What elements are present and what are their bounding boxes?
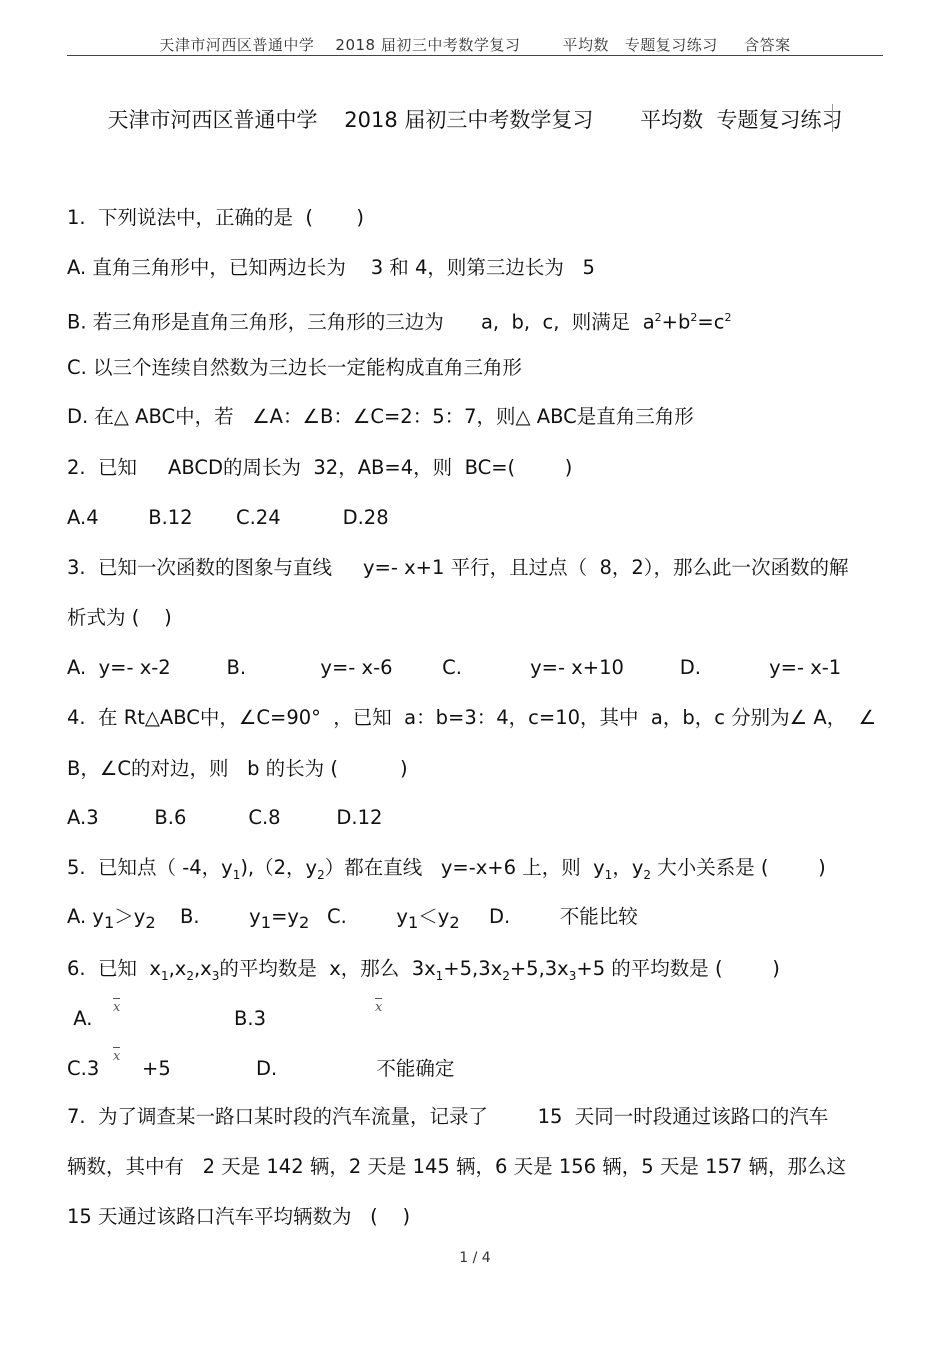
q5-c-sub: 2 bbox=[449, 912, 460, 932]
question-5-option-d: D. 不能比较 bbox=[489, 905, 638, 928]
page-header: 天津市河西区普通中学 2018 届初三中考数学复习 平均数 专题复习练习 含答案 bbox=[159, 36, 791, 54]
q6-text: +5 的平均数是 ( ) bbox=[576, 957, 780, 980]
question-1-option-d: D. 在△ ABC中，若 ∠A：∠B：∠C=2：5：7，则△ ABC是直角三角形 bbox=[67, 405, 694, 428]
question-1-option-c: C. 以三个连续自然数为三边长一定能构成直角三角形 bbox=[67, 356, 523, 379]
q6-sub: 2 bbox=[502, 968, 510, 983]
q6-sub: 2 bbox=[186, 968, 194, 983]
question-3-options: A. y=- x-2 B. y=- x-6 C. y=- x+10 D. y=- x-1 bbox=[67, 656, 842, 679]
q5-a-sub: 2 bbox=[145, 912, 156, 932]
q5-sub: 2 bbox=[643, 867, 651, 882]
title-edge-mark bbox=[832, 104, 833, 132]
question-6-stem bbox=[67, 956, 780, 989]
q5-sub: 1 bbox=[604, 867, 613, 882]
question-6-option-c: C.3 bbox=[67, 1057, 100, 1080]
question-7-stem-line2: 辆数，其中有 2 天是 142 辆，2 天是 145 辆，6 天是 156 辆，5 天是 157 辆，那么这 bbox=[67, 1155, 846, 1178]
q1-b-sup: 2 bbox=[724, 311, 732, 324]
question-2-options: A.4 B.12 C.24 D.28 bbox=[67, 506, 389, 529]
q5-sub: 1 bbox=[232, 867, 241, 882]
header-divider bbox=[67, 55, 883, 56]
q6-sub: 3 bbox=[568, 968, 577, 983]
question-1-stem: 1. 下列说法中，正确的是 ( ) bbox=[67, 206, 365, 229]
q6-sub: 3 bbox=[211, 968, 220, 983]
q5-sub: 2 bbox=[317, 867, 325, 882]
x-bar-symbol: x bbox=[375, 1000, 383, 1015]
q5-c-text: ＜y bbox=[418, 905, 450, 928]
question-6-option-c-suffix: +5 bbox=[142, 1057, 171, 1080]
q6-sub: 1 bbox=[435, 968, 444, 983]
q6-text: +5,3x bbox=[443, 957, 503, 980]
q1-b-text: +b bbox=[661, 310, 691, 334]
q6-a-label: A. bbox=[67, 1007, 93, 1030]
q6-text: 的平均数是 x，那么 3x bbox=[219, 957, 436, 980]
question-6-option-a bbox=[67, 1006, 92, 1032]
q1-b-sup: 2 bbox=[690, 311, 698, 324]
page-number: 1 / 4 bbox=[459, 1250, 491, 1266]
q5-text: ),（2，y bbox=[240, 856, 318, 879]
x-bar-symbol: x bbox=[113, 1000, 121, 1015]
question-3-stem-line1: 3. 已知一次函数的图象与直线 y=- x+1 平行，且过点（ 8，2），那么此一次函数的解 bbox=[67, 556, 849, 579]
q5-a-text: A. y bbox=[67, 905, 104, 928]
q5-text: 大小关系是 ( ) bbox=[651, 856, 826, 879]
q6-sub: 1 bbox=[160, 968, 169, 983]
question-6-option-b: B.3 bbox=[234, 1007, 266, 1030]
q6-text: ,x bbox=[168, 957, 187, 980]
document-title: 天津市河西区普通中学 2018 届初三中考数学复习 平均数 专题复习练习 bbox=[107, 108, 843, 132]
question-7-stem-line1: 7. 为了调查某一路口某时段的汽车流量，记录了 15 天同一时段通过该路口的汽车 bbox=[67, 1105, 829, 1128]
q6-text: +5,3x bbox=[509, 957, 569, 980]
q5-text: 5. 已知点（ -4，y bbox=[67, 856, 233, 879]
question-5-option-c bbox=[327, 904, 460, 936]
question-3-stem-line2: 析式为 ( ) bbox=[67, 606, 172, 629]
question-4-stem-line2: B，∠C的对边，则 b 的长为 ( ) bbox=[67, 757, 408, 780]
question-6-option-d: D. 不能确定 bbox=[256, 1057, 455, 1080]
question-5-option-b bbox=[180, 904, 309, 936]
q5-a-text: ＞y bbox=[114, 905, 146, 928]
question-1-option-a: A. 直角三角形中，已知两边长为 3 和 4，则第三边长为 5 bbox=[67, 256, 595, 279]
question-2-stem: 2. 已知 ABCD的周长为 32，AB=4，则 BC=( ) bbox=[67, 456, 573, 479]
q5-b-sub: 1 bbox=[260, 912, 272, 932]
question-4-stem-line1: 4. 在 Rt△ABC中，∠C=90° ，已知 a：b=3：4，c=10，其中 a，b，c 分别为∠ A， ∠ bbox=[67, 706, 877, 729]
q5-b-text: =y bbox=[271, 905, 299, 928]
q5-c-sub: 1 bbox=[407, 912, 419, 932]
question-1-option-b bbox=[67, 305, 731, 336]
x-bar-symbol: x bbox=[113, 1049, 121, 1064]
question-5-option-a bbox=[67, 904, 156, 936]
q6-text: 6. 已知 x bbox=[67, 957, 161, 980]
q6-text: ,x bbox=[193, 957, 212, 980]
q1-b-sup: 2 bbox=[654, 311, 662, 324]
q5-b-text: B. y bbox=[180, 905, 261, 928]
q5-b-sub: 2 bbox=[298, 912, 310, 932]
question-5-stem bbox=[67, 855, 826, 888]
q5-text: ，y bbox=[612, 856, 644, 879]
q1-b-text: B. 若三角形是直角三角形，三角形的三边为 a, b, c, 则满足 a bbox=[67, 310, 655, 334]
q5-c-text: C. y bbox=[327, 905, 408, 928]
question-7-stem-line3: 15 天通过该路口汽车平均辆数为 ( ) bbox=[67, 1205, 411, 1228]
q1-b-text: =c bbox=[697, 310, 725, 334]
q5-a-sub: 1 bbox=[103, 912, 115, 932]
question-4-options: A.3 B.6 C.8 D.12 bbox=[67, 806, 383, 829]
q5-text: ）都在直线 y=-x+6 上，则 y bbox=[324, 856, 605, 879]
